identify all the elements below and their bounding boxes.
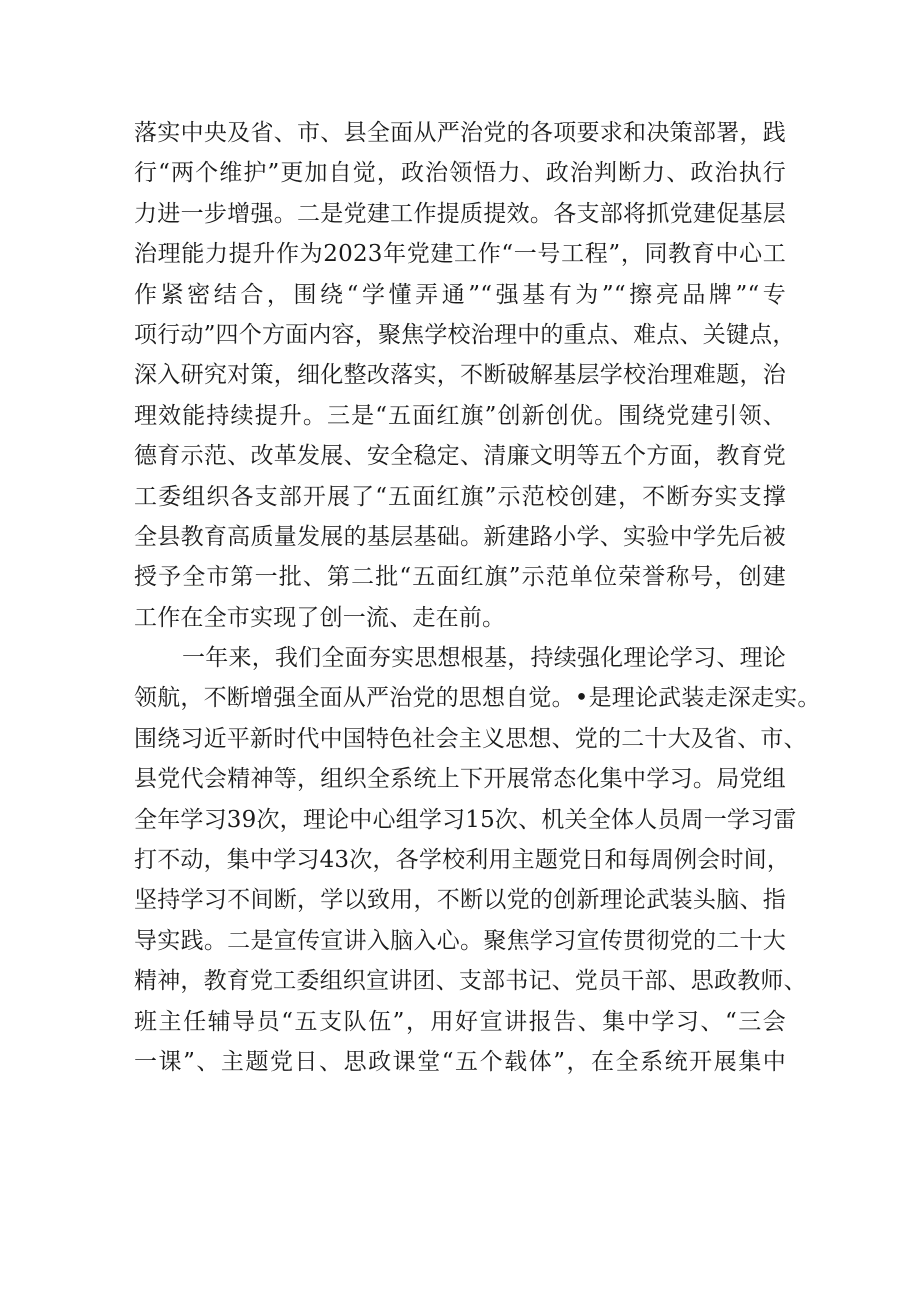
paragraph-2-line-4: 县党代会精神等，组织全系统上下开展常态化集中学习。局党组 <box>134 766 786 793</box>
paragraph-2-line-10: 班主任辅导员“五支队伍”，用好宣讲报告、集中学习、“三会 <box>134 1008 786 1035</box>
paragraph-1-line-11: 全县教育高质量发展的基层基础。新建路小学、实验中学先后被 <box>134 523 786 550</box>
paragraph-2-line-2: 领航，不断增强全面从严治党的思想自觉。•是理论武装走深走实。 <box>134 685 821 712</box>
paragraph-1-line-3: 力进一步增强。二是党建工作提质提效。各支部将抓党建促基层 <box>134 200 786 227</box>
paragraph-1-line-8: 理效能持续提升。三是“五面红旗”创新创优。围绕党建引领、 <box>134 402 786 429</box>
paragraph-1-line-12: 授予全市第一批、第二批“五面红旗”示范单位荣誉称号，创建 <box>134 564 786 591</box>
paragraph-2-line-11: 一课”、主题党日、思政课堂“五个载体”，在全系统开展集中 <box>134 1048 786 1075</box>
paragraph-2-line-8: 导实践。二是宣传宣讲入脑入心。聚焦学习宣传贯彻党的二十大 <box>134 927 786 954</box>
paragraph-1-line-4: 治理能力提升作为2023年党建工作“一号工程”，同教育中心工 <box>134 241 786 268</box>
paragraph-1-line-13: 工作在全市实现了创一流、走在前。 <box>134 604 506 631</box>
paragraph-2-line-5: 全年学习39次，理论中心组学习15次、机关全体人员周一学习雷 <box>134 806 797 833</box>
paragraph-1-line-2: 行“两个维护”更加自觉，政治领悟力、政治判断力、政治执行 <box>134 160 786 187</box>
body-text <box>134 113 821 1082</box>
paragraph-1-line-7: 深入研究对策，细化整改落实，不断破解基层学校治理难题，治 <box>134 362 786 389</box>
paragraph-2-line-1: 一年来，我们全面夯实思想根基，持续强化理论学习、理论 <box>182 645 786 672</box>
paragraph-1-line-10: 工委组织各支部开展了“五面红旗”示范校创建，不断夯实支撑 <box>134 483 786 510</box>
paragraph-1-line-1: 落实中央及省、市、县全面从严治党的各项要求和决策部署，践 <box>134 120 786 146</box>
paragraph-2-line-9: 精神，教育党工委组织宣讲团、支部书记、党员干部、思政教师、 <box>134 968 807 995</box>
paragraph-1-line-5: 作紧密结合，围绕“学懂弄通”“强基有为”“擦亮品牌”“专 <box>134 281 786 308</box>
paragraph-2-line-3: 围绕习近平新时代中国特色社会主义思想、党的二十大及省、市、 <box>134 725 807 752</box>
paragraph-1-line-6: 项行动”四个方面内容，聚焦学校治理中的重点、难点、关键点， <box>134 321 796 348</box>
paragraph-1-line-9: 德育示范、改革发展、安全稳定、清廉文明等五个方面，教育党 <box>134 443 786 470</box>
paragraph-2-line-7: 坚持学习不间断，学以致用，不断以党的创新理论武装头脑、指 <box>134 887 786 914</box>
paragraph-2-line-6: 打不动，集中学习43次，各学校利用主题党日和每周例会时间， <box>134 847 791 874</box>
